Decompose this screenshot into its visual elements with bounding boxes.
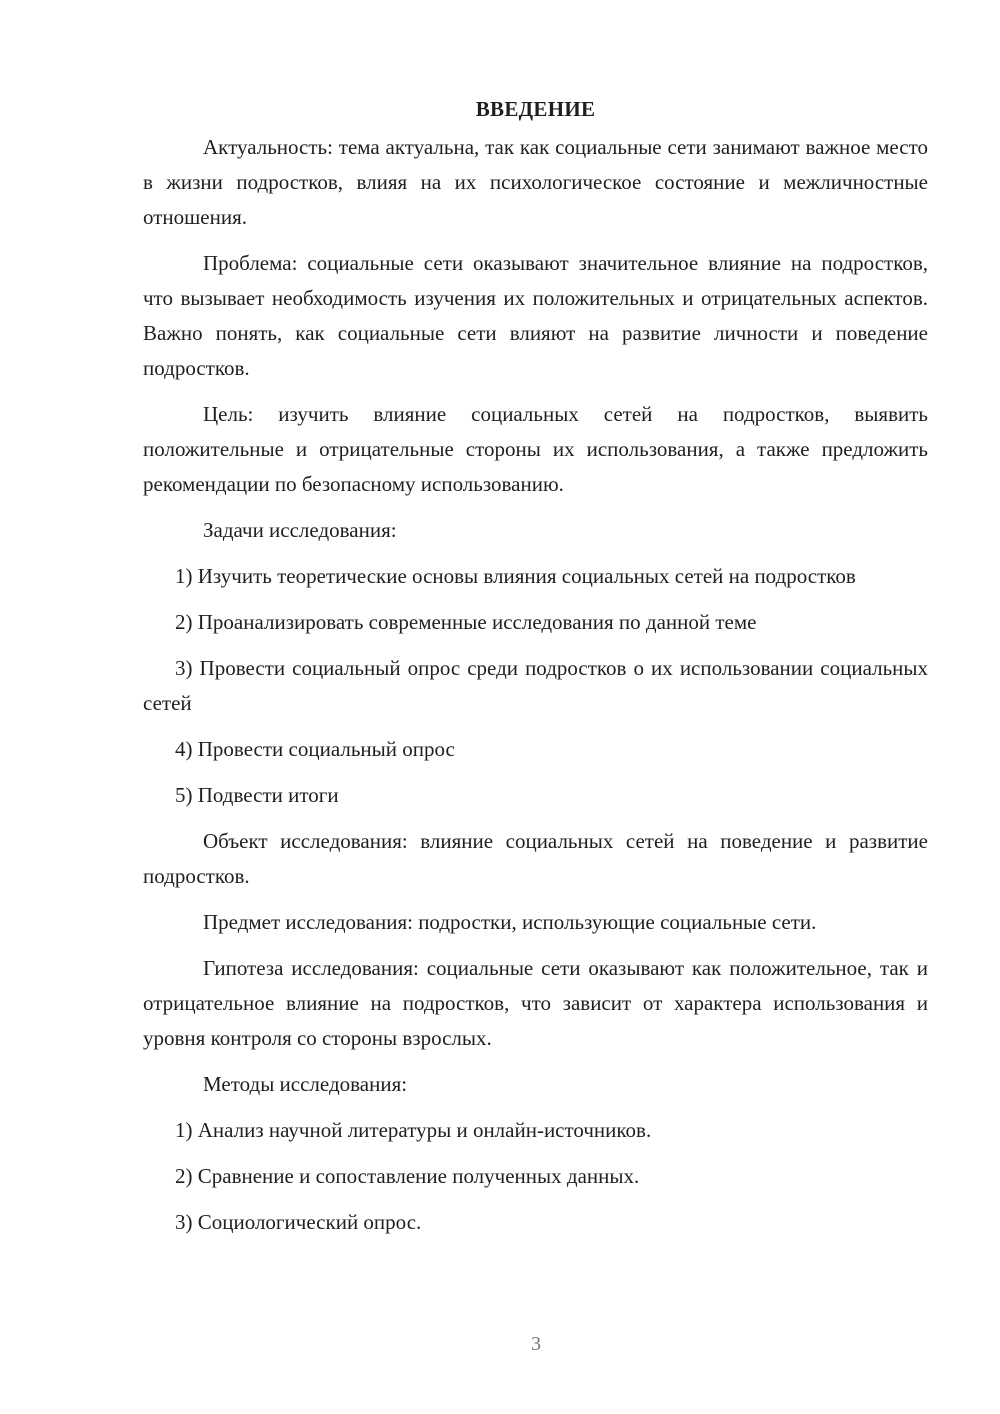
method-item-3: 3) Социологический опрос. xyxy=(175,1210,422,1234)
paragraph-subject: Предмет исследования: подростки, использующие социальные сети. xyxy=(203,910,817,934)
task-item-3: 3) Провести социальный опрос среди подростков о их использовании социальных сетей xyxy=(143,656,928,715)
paragraph-relevance: Актуальность: тема актуальна, так как социальные сети занимают важное место в жизни подростков, влияя на их психологическое состояние и межличностные отношения. xyxy=(143,135,928,229)
task-item-1: 1) Изучить теоретические основы влияния социальных сетей на подростков xyxy=(175,564,856,588)
paragraph-hypothesis: Гипотеза исследования: социальные сети оказывают как положительное, так и отрицательное влияние на подростков, что зависит от характера использования и уровня контроля со стороны взрослых. xyxy=(143,956,928,1050)
task-item-2: 2) Проанализировать современные исследования по данной теме xyxy=(175,610,757,634)
page-number: 3 xyxy=(531,1333,541,1355)
method-item-2: 2) Сравнение и сопоставление полученных данных. xyxy=(175,1164,640,1188)
paragraph-problem: Проблема: социальные сети оказывают значительное влияние на подростков, что вызывает необходимость изучения их положительных и отрицательных аспектов. Важно понять, как социальные сети влияют на развитие личности и поведение подростков. xyxy=(143,251,928,380)
paragraph-tasks-heading: Задачи исследования: xyxy=(203,518,397,542)
paragraph-goal: Цель: изучить влияние социальных сетей на подростков, выявить положительные и отрицательные стороны их использования, а также предложить рекомендации по безопасному использованию. xyxy=(143,402,928,496)
task-item-5: 5) Подвести итоги xyxy=(175,783,339,807)
method-item-1: 1) Анализ научной литературы и онлайн-источников. xyxy=(175,1118,652,1142)
document-body xyxy=(143,92,928,1251)
paragraph-object: Объект исследования: влияние социальных сетей на поведение и развитие подростков. xyxy=(143,829,928,888)
paragraph-methods-heading: Методы исследования: xyxy=(203,1072,408,1096)
task-item-4: 4) Провести социальный опрос xyxy=(175,737,455,761)
section-title: ВВЕДЕНИЕ xyxy=(475,97,596,121)
